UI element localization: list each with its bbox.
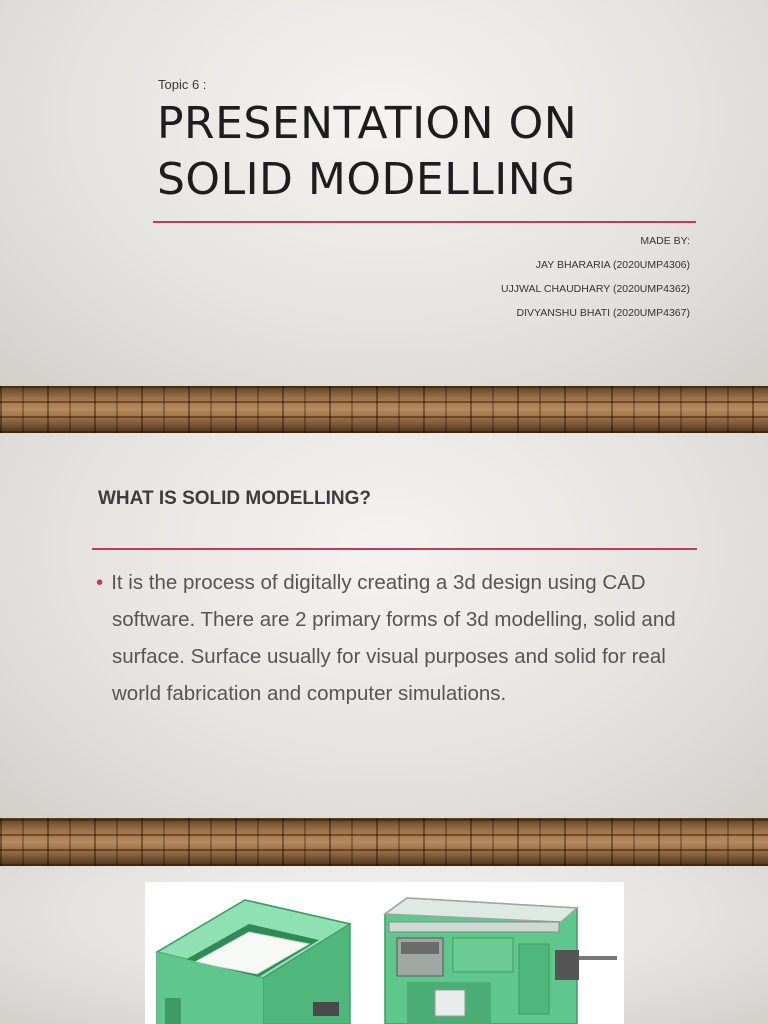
presentation-title (157, 96, 717, 208)
left-device-render (157, 900, 350, 1024)
title-slide (0, 0, 768, 386)
green-device-render-icon (145, 882, 624, 1024)
heading-divider (92, 548, 697, 550)
slide-body (96, 564, 686, 712)
slide-heading: WHAT IS SOLID MODELLING? (98, 488, 372, 509)
credit-author: JAY BHARARIA (2020UMP4306) (535, 259, 690, 271)
credits-heading: MADE BY: (640, 235, 690, 247)
credit-author: DIVYANSHU BHATI (2020UMP4367) (516, 307, 690, 319)
credit-author: UJJWAL CHAUDHARY (2020UMP4362) (500, 283, 690, 295)
topic-label: Topic 6 : (158, 77, 207, 92)
bullet-icon: • (96, 571, 104, 594)
bullet-text: It is the process of digitally creating a 3d design using CAD software. There are 2 primary forms of 3d modelling, solid and surface. Surface usually for visual purposes and solid for real world fabrication and computer simulations. (111, 571, 676, 705)
title-line-2: SOLID MODELLING (157, 154, 576, 205)
cad-model-image (145, 882, 624, 1024)
definition-slide (0, 433, 768, 818)
bullet-paragraph (96, 564, 686, 712)
credits-block (501, 229, 690, 325)
wood-floor-divider (0, 818, 768, 866)
right-device-cutaway-render (385, 898, 617, 1024)
image-slide (0, 866, 768, 1024)
wood-floor-divider (0, 386, 768, 433)
title-divider (153, 221, 696, 223)
title-line-1: PRESENTATION ON (157, 98, 578, 149)
